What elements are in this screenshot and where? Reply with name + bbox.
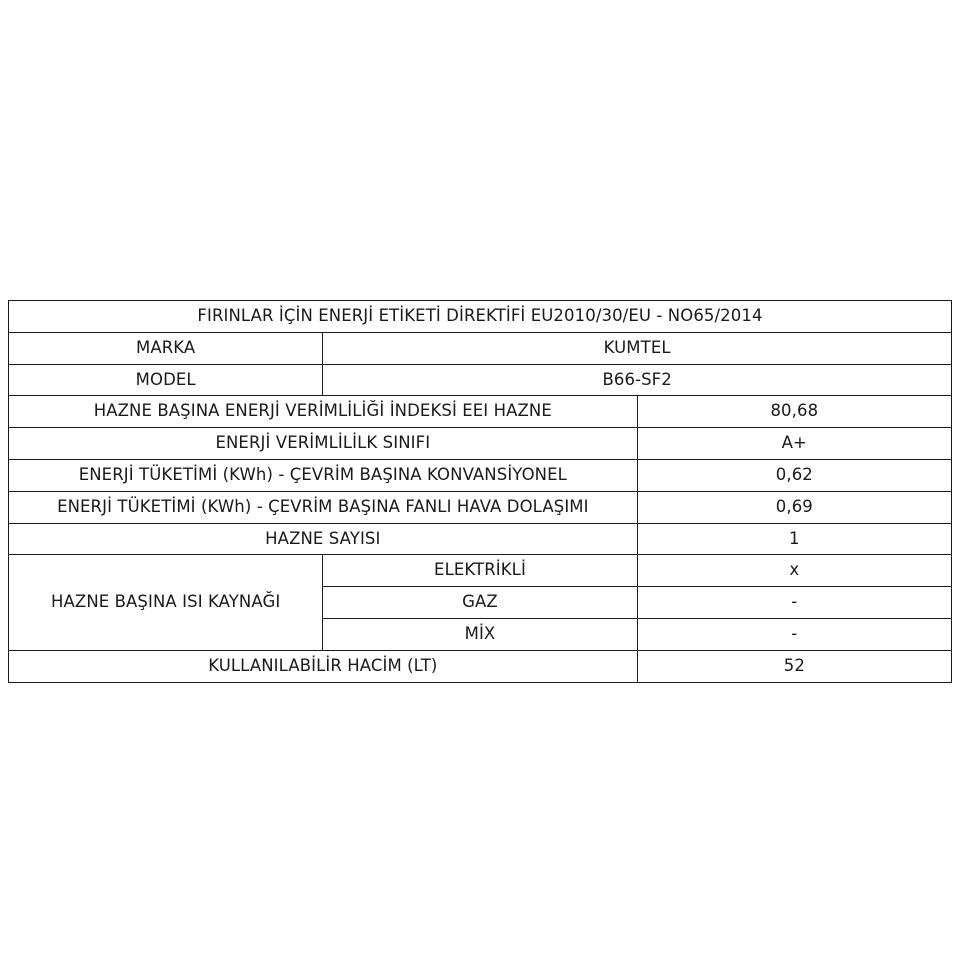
row-label-consumption-conventional: ENERJİ TÜKETİMİ (KWh) - ÇEVRİM BAŞINA KONVANSİYONEL [9, 459, 638, 491]
row-value-cavity-count: 1 [637, 523, 951, 555]
row-value-efficiency-class: A+ [637, 428, 951, 460]
table-row [9, 332, 952, 364]
heat-source-name-gas: GAZ [323, 587, 637, 619]
heat-source-name-mix: MİX [323, 618, 637, 650]
row-label-eei: HAZNE BAŞINA ENERJİ VERİMLİLİĞİ İNDEKSİ EEI HAZNE [9, 396, 638, 428]
table-title-row [9, 301, 952, 333]
row-value-usable-volume: 52 [637, 650, 951, 682]
heat-source-value-electric: x [637, 555, 951, 587]
document-title: FIRINLAR İÇİN ENERJİ ETİKETİ DİREKTİFİ EU2010/30/EU - NO65/2014 [9, 301, 952, 333]
energy-label-table [8, 300, 952, 683]
table-row [9, 396, 952, 428]
row-label-heat-source: HAZNE BAŞINA ISI KAYNAĞI [9, 555, 323, 650]
table-row [9, 428, 952, 460]
row-label-model: MODEL [9, 364, 323, 396]
table-row [9, 523, 952, 555]
row-value-model: B66-SF2 [323, 364, 952, 396]
row-label-marka: MARKA [9, 332, 323, 364]
row-label-consumption-fan: ENERJİ TÜKETİMİ (KWh) - ÇEVRİM BAŞINA FANLI HAVA DOLAŞIMI [9, 491, 638, 523]
energy-label-table-wrapper [8, 300, 952, 683]
table-row [9, 364, 952, 396]
row-value-eei: 80,68 [637, 396, 951, 428]
table-row [9, 459, 952, 491]
table-row [9, 650, 952, 682]
heat-source-value-mix: - [637, 618, 951, 650]
row-value-consumption-fan: 0,69 [637, 491, 951, 523]
table-row [9, 491, 952, 523]
heat-source-value-gas: - [637, 587, 951, 619]
row-value-consumption-conventional: 0,62 [637, 459, 951, 491]
heat-source-name-electric: ELEKTRİKLİ [323, 555, 637, 587]
row-value-marka: KUMTEL [323, 332, 952, 364]
row-label-usable-volume: KULLANILABİLİR HACİM (LT) [9, 650, 638, 682]
row-label-cavity-count: HAZNE SAYISI [9, 523, 638, 555]
table-row-heat-source-electric [9, 555, 952, 587]
row-label-efficiency-class: ENERJİ VERİMLİLİLK SINIFI [9, 428, 638, 460]
